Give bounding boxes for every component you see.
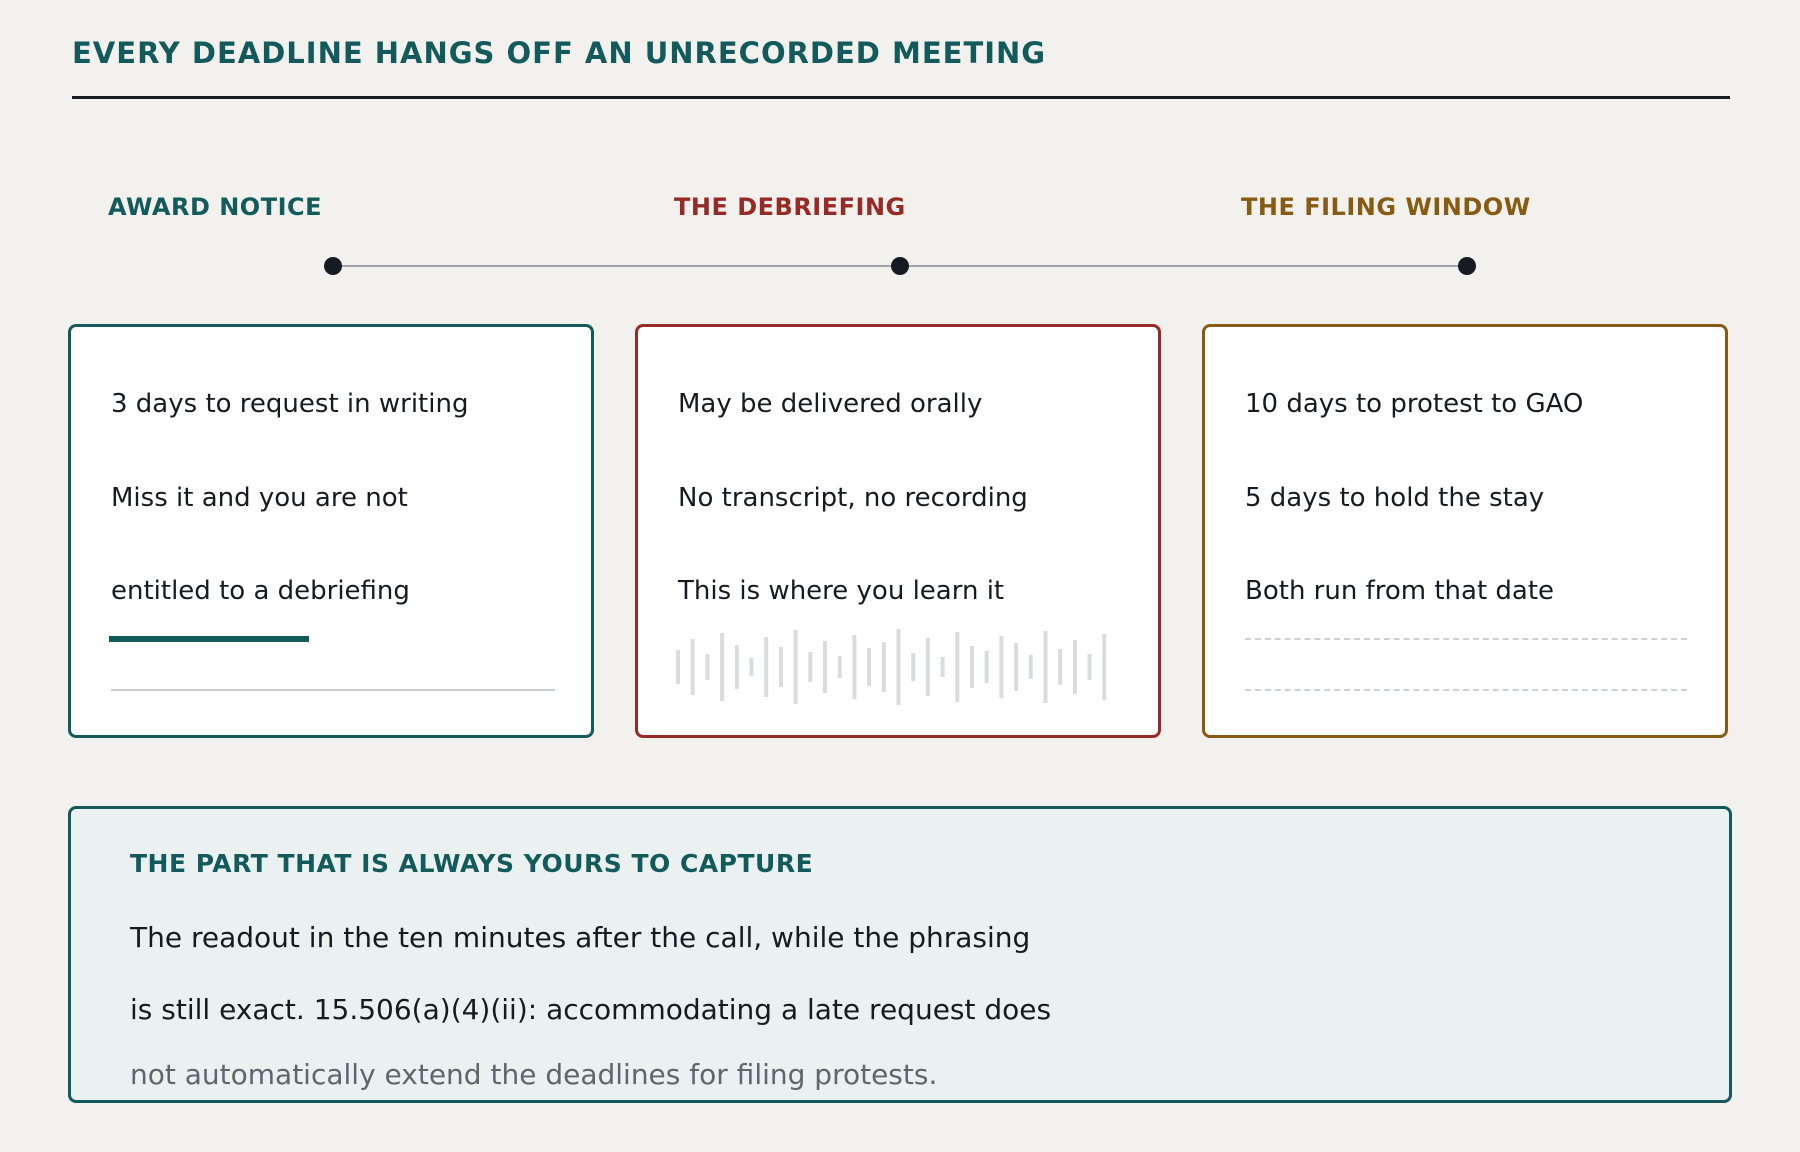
callout-text: is still exact. 15.506(a)(4)(ii): accommodating a late request does — [130, 993, 1052, 1026]
phase-label-award-notice: AWARD NOTICE — [108, 193, 323, 221]
card-filing-window — [1202, 324, 1728, 738]
card-line: 3 days to request in writing — [111, 389, 469, 419]
title-divider — [72, 96, 1730, 99]
page-title: EVERY DEADLINE HANGS OFF AN UNRECORDED MEETING — [72, 36, 1047, 70]
blank-dashed-rule — [1245, 638, 1687, 640]
phase-label-filing-window: THE FILING WINDOW — [1241, 193, 1531, 221]
callout-text: not automatically extend the deadlines for filing protests. — [130, 1058, 938, 1091]
card-line: May be delivered orally — [678, 389, 983, 419]
card-award-notice — [68, 324, 594, 738]
phase-label-debriefing: THE DEBRIEFING — [674, 193, 906, 221]
callout-heading: THE PART THAT IS ALWAYS YOURS TO CAPTURE — [130, 849, 814, 878]
blank-dashed-rule — [1245, 689, 1687, 691]
card-line: 10 days to protest to GAO — [1245, 389, 1584, 419]
card-debriefing — [635, 324, 1161, 738]
timeline-node-filing-window — [1458, 257, 1476, 275]
card-line: Both run from that date — [1245, 576, 1555, 606]
audio-waveform-icon — [676, 627, 1116, 707]
callout-box — [68, 806, 1732, 1103]
timeline-node-award-notice — [324, 257, 342, 275]
card-line: 5 days to hold the stay — [1245, 483, 1545, 513]
card-line: entitled to a debriefing — [111, 576, 410, 606]
card-line: No transcript, no recording — [678, 483, 1028, 513]
blank-rule — [111, 689, 555, 691]
accent-underline — [109, 636, 309, 642]
card-line: This is where you learn it — [678, 576, 1005, 606]
timeline — [0, 250, 1800, 280]
card-line: Miss it and you are not — [111, 483, 408, 513]
callout-text: The readout in the ten minutes after the call, while the phrasing — [130, 921, 1031, 954]
timeline-node-debriefing — [891, 257, 909, 275]
